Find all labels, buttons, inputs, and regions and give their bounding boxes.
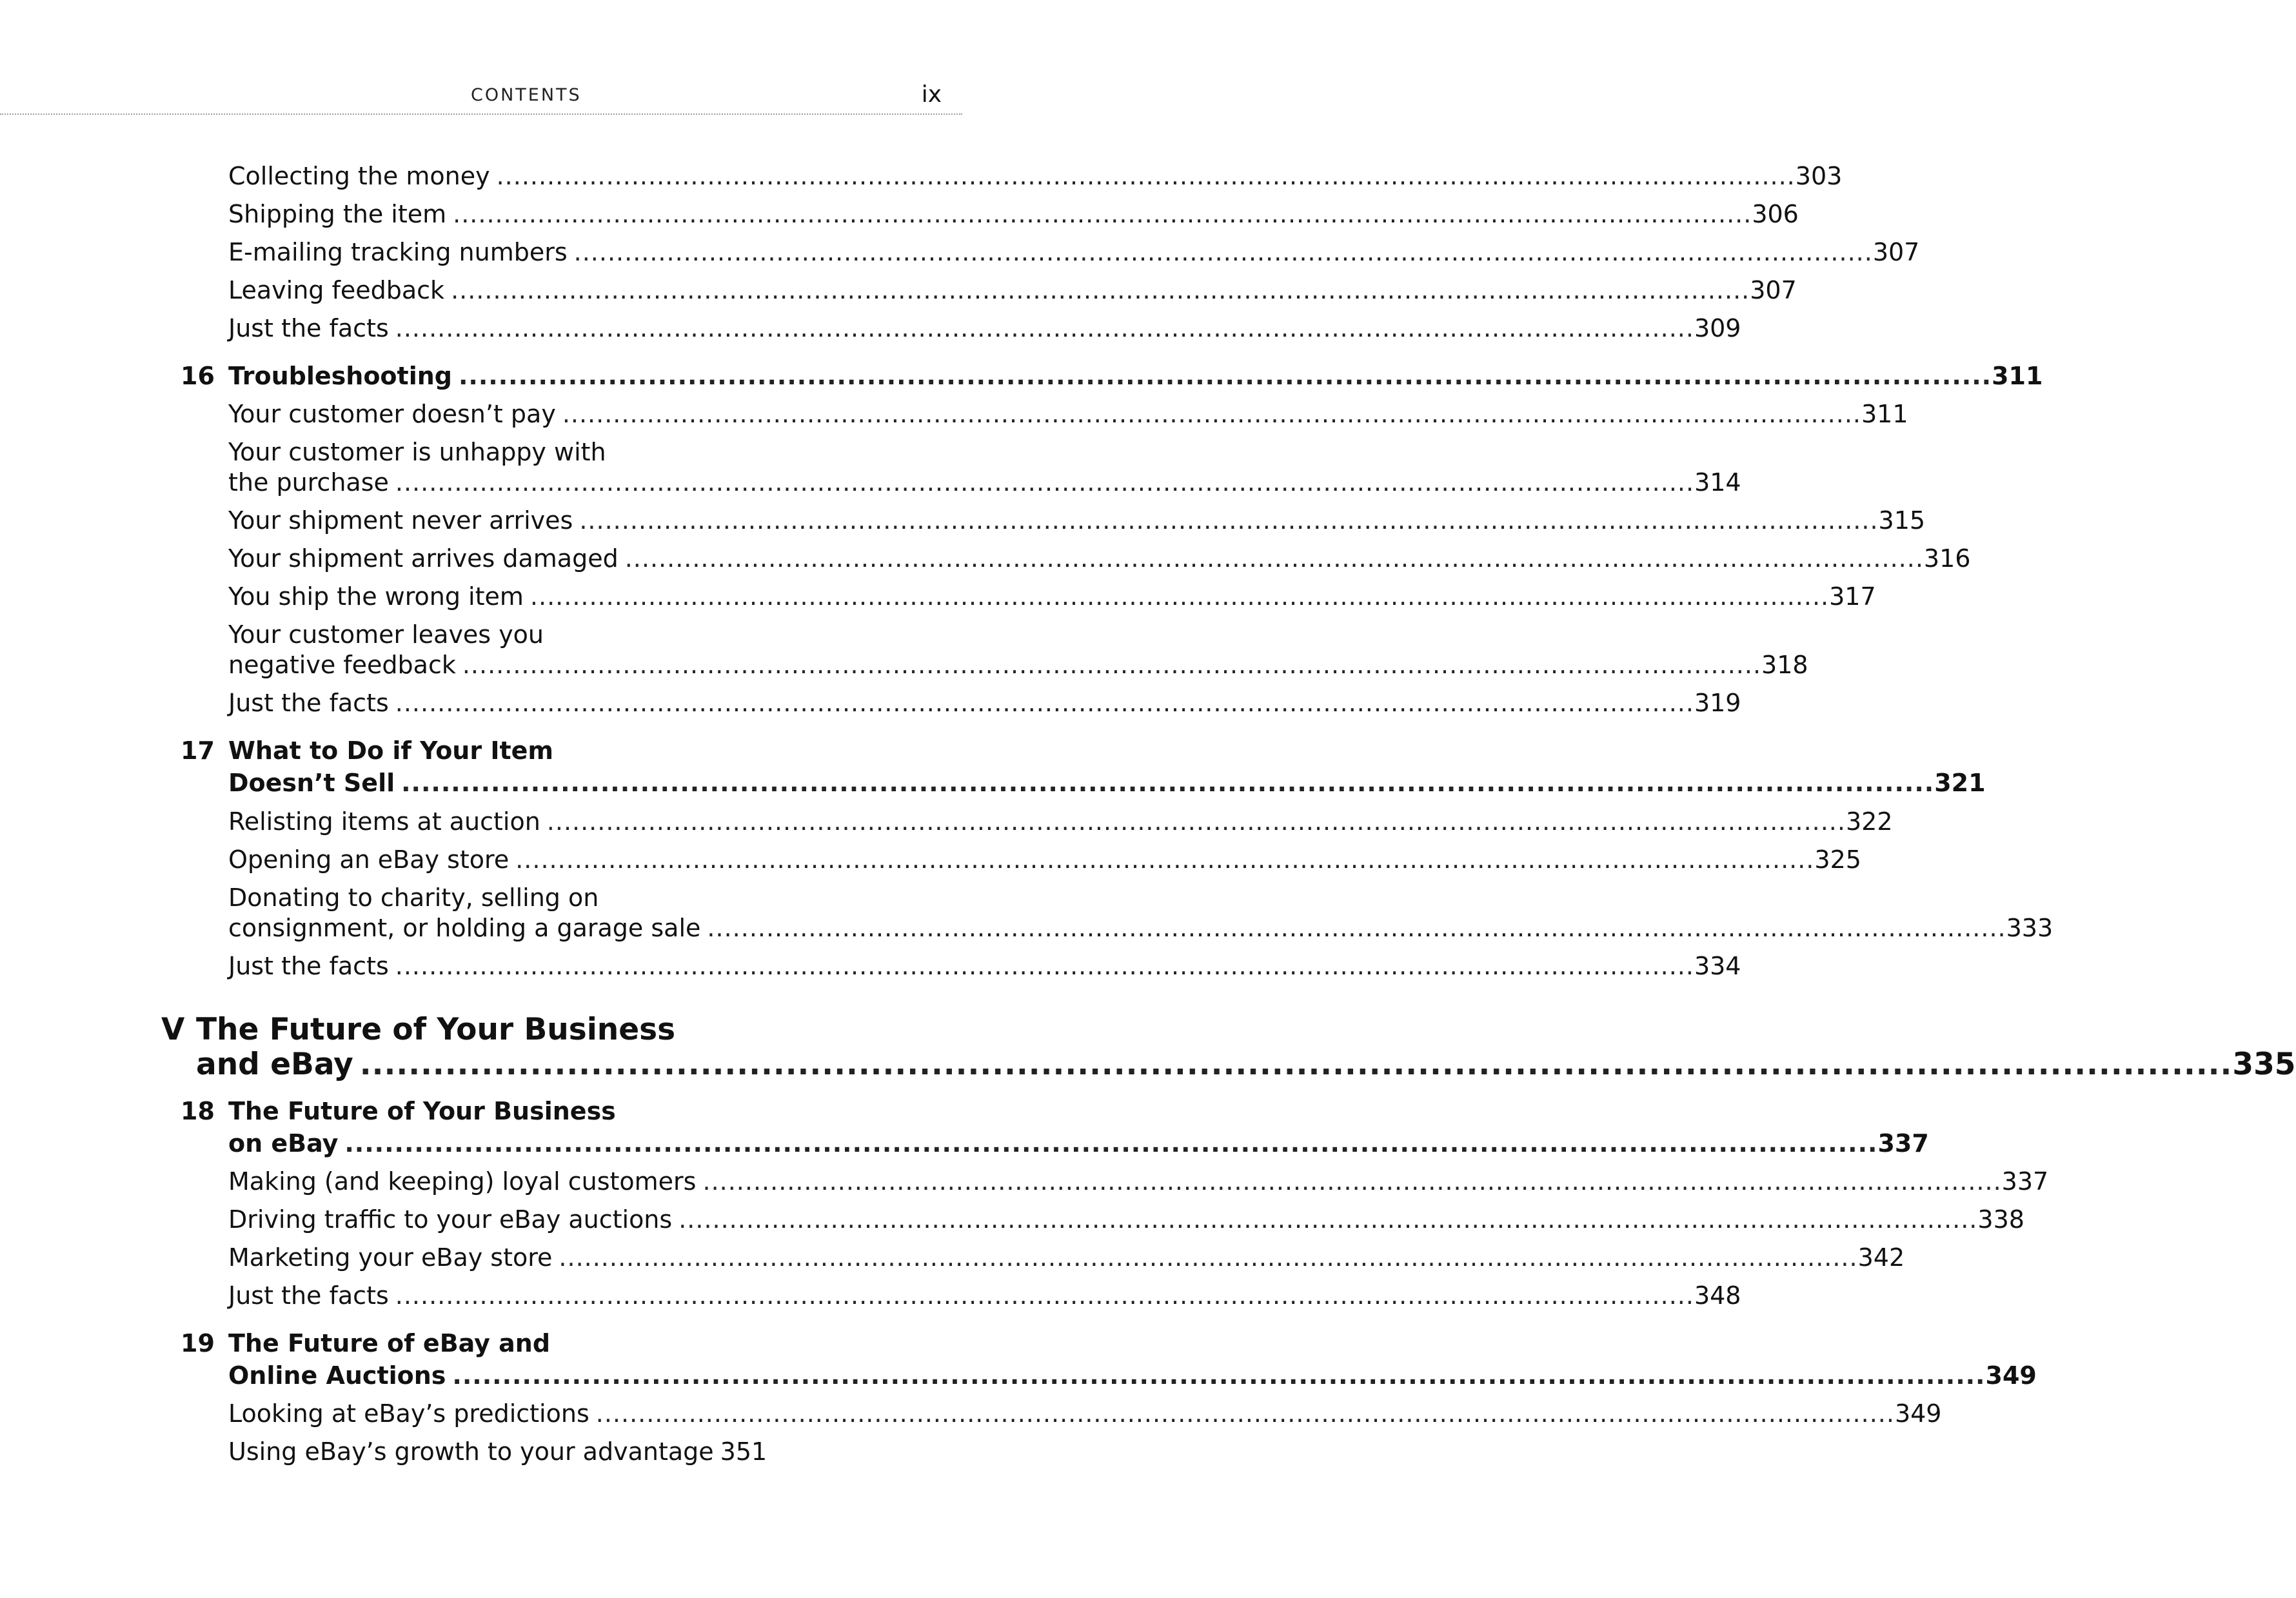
dot-leader: ..........................................................................................................................................................: [395, 952, 1694, 980]
page-number: ix: [921, 81, 942, 108]
chapter-number: 16: [181, 362, 215, 390]
toc-page-number: 322: [1845, 807, 1893, 836]
toc-section-entry: [228, 237, 1920, 268]
toc-entry-title: You ship the wrong item: [228, 582, 524, 611]
toc-entry-title: Driving traffic to your eBay auctions: [228, 1205, 673, 1234]
toc-page-number: 334: [1694, 952, 1741, 980]
toc-page-number: 311: [1861, 400, 1908, 428]
dot-leader: ..........................................................................................................................................................: [453, 200, 1752, 228]
toc-section-entry: [228, 199, 1799, 230]
toc-page-number: 325: [1814, 845, 1861, 874]
dot-leader: ..........................................................................................................................................................: [452, 1361, 1986, 1390]
chapter-title: Troubleshooting: [228, 362, 452, 390]
toc-page-number: 348: [1694, 1281, 1741, 1310]
toc-section-entry: [228, 1243, 1905, 1273]
dot-leader: ..........................................................................................................................................................: [546, 807, 1846, 836]
toc-entry-title: Your customer doesn’t pay: [228, 400, 556, 428]
toc-entry-title: Collecting the money: [228, 162, 490, 190]
toc-page-number: 321: [1934, 769, 1986, 797]
toc-page-number: 319: [1694, 689, 1741, 717]
chapter-number: 19: [181, 1329, 215, 1357]
toc-page-number: 307: [1750, 276, 1797, 304]
dot-leader: ..........................................................................................................................................................: [359, 1047, 2233, 1082]
toc-entry-title: negative feedback: [228, 651, 456, 679]
toc-page-number: 303: [1795, 162, 1843, 190]
dot-leader: ..........................................................................................................................................................: [395, 1281, 1694, 1310]
header-rule: [0, 113, 962, 115]
toc-section-entry: [228, 161, 1843, 192]
toc-section-entry: [228, 544, 1971, 574]
toc-section-entry: [228, 313, 1741, 344]
chapter-number: 18: [181, 1097, 215, 1125]
toc-section-entry: [228, 883, 2054, 943]
toc-entry-title-line1: Your customer is unhappy with: [228, 438, 606, 466]
dot-leader: ..........................................................................................................................................................: [562, 400, 1861, 428]
dot-leader: ..........................................................................................................................................................: [496, 162, 1796, 190]
toc-section-entry: [228, 620, 1808, 680]
chapter-title: Online Auctions: [228, 1361, 446, 1390]
toc-page-number: 351: [720, 1437, 767, 1466]
toc-entry-title: E-mailing tracking numbers: [228, 238, 568, 266]
toc-section-entry: [228, 399, 1908, 429]
toc-section-entry: [228, 845, 1861, 875]
toc-page-number: 309: [1694, 314, 1741, 342]
toc-section-entry: [228, 1167, 2049, 1197]
toc-section-entry: [228, 688, 1741, 718]
toc-page-number: 349: [1985, 1361, 2037, 1390]
toc-page-number: 349: [1894, 1399, 1942, 1428]
toc-entry-title: Your shipment never arrives: [228, 506, 573, 535]
toc-page-number: 307: [1872, 238, 1920, 266]
toc-entry-title: Shipping the item: [228, 200, 447, 228]
toc-entry-title: Leaving feedback: [228, 276, 445, 304]
toc-page-number: 316: [1923, 544, 1971, 573]
dot-leader: ..........................................................................................................................................................: [624, 544, 1924, 573]
toc-section-entry: [228, 275, 1797, 306]
toc-entry-title: consignment, or holding a garage sale: [228, 914, 701, 942]
running-head: [0, 81, 967, 115]
toc-entry-title: Marketing your eBay store: [228, 1243, 553, 1272]
toc-entry-title: Your shipment arrives damaged: [228, 544, 619, 573]
toc-page-number: 338: [1977, 1205, 2024, 1234]
toc-page-number: 335: [2232, 1047, 2296, 1082]
toc-entry-title-line1: Your customer leaves you: [228, 620, 544, 649]
part-number: V: [161, 1012, 185, 1047]
part-title-line1: The Future of Your Business: [196, 1012, 676, 1047]
toc-section-entry: [228, 1205, 2024, 1235]
dot-leader: ..........................................................................................................................................................: [595, 1399, 1895, 1428]
chapter-title: on eBay: [228, 1129, 339, 1158]
dot-leader: ..........................................................................................................................................................: [559, 1243, 1858, 1272]
toc-page-number: 306: [1752, 200, 1799, 228]
toc-section-entry: [228, 1281, 1741, 1311]
toc-page-number: 315: [1878, 506, 1926, 535]
toc-entry-title: Opening an eBay store: [228, 845, 510, 874]
dot-leader: ..........................................................................................................................................................: [395, 314, 1694, 342]
chapter-title-line1: What to Do if Your Item: [228, 736, 554, 765]
toc-entry-title: Making (and keeping) loyal customers: [228, 1167, 697, 1196]
dot-leader: ..........................................................................................................................................................: [458, 362, 1992, 390]
toc-section-entry: [228, 1399, 1942, 1429]
toc-page-number: 317: [1829, 582, 1876, 611]
toc-entry-title: Just the facts: [228, 689, 389, 717]
toc-entry-title: Just the facts: [228, 1281, 389, 1310]
toc-section-entry: [228, 582, 1876, 612]
chapter-title-line1: The Future of eBay and: [228, 1329, 551, 1357]
dot-leader: ..........................................................................................................................................................: [579, 506, 1879, 535]
dot-leader: ..........................................................................................................................................................: [678, 1205, 1978, 1234]
chapter-number: 17: [181, 736, 215, 765]
dot-leader: ..........................................................................................................................................................: [401, 769, 1935, 797]
dot-leader: ..........................................................................................................................................................: [395, 689, 1694, 717]
chapter-title: Doesn’t Sell: [228, 769, 395, 797]
toc-page-number: 318: [1761, 651, 1808, 679]
toc-entry-title-line1: Donating to charity, selling on: [228, 883, 599, 912]
toc-section-entry: [228, 807, 1893, 837]
toc-section-entry: [228, 437, 1741, 498]
toc-entry-title: Relisting items at auction: [228, 807, 540, 836]
dot-leader: ..........................................................................................................................................................: [707, 914, 2006, 942]
toc-page-number: 342: [1857, 1243, 1905, 1272]
part-title: and eBay: [196, 1047, 353, 1082]
toc-entry-title: Just the facts: [228, 952, 389, 980]
toc-page-number: 311: [1992, 362, 2043, 390]
dot-leader: ..........................................................................................................................................................: [529, 582, 1830, 611]
toc-section-entry: [228, 951, 1741, 981]
toc-page-number: 333: [2006, 914, 2054, 942]
toc-section-entry: [228, 1437, 767, 1467]
dot-leader: ..........................................................................................................................................................: [515, 845, 1815, 874]
dot-leader: ..........................................................................................................................................................: [573, 238, 1873, 266]
dot-leader: ..........................................................................................................................................................: [344, 1129, 1878, 1158]
toc-page-number: 337: [1877, 1129, 1929, 1158]
dot-leader: ..........................................................................................................................................................: [462, 651, 1762, 679]
toc-entry-title: Just the facts: [228, 314, 389, 342]
running-title: CONTENTS: [471, 85, 582, 105]
toc-entry-title: Using eBay’s growth to your advantage: [228, 1437, 714, 1466]
toc-page-number: 314: [1694, 468, 1741, 497]
toc-entry-title: the purchase: [228, 468, 389, 497]
chapter-title-line1: The Future of Your Business: [228, 1097, 616, 1125]
dot-leader: ..........................................................................................................................................................: [395, 468, 1695, 497]
dot-leader: ..........................................................................................................................................................: [451, 276, 1750, 304]
toc-section-entry: [228, 506, 1926, 536]
toc-entry-title: Looking at eBay’s predictions: [228, 1399, 589, 1428]
toc-page-number: 337: [2001, 1167, 2049, 1196]
dot-leader: ..........................................................................................................................................................: [702, 1167, 2002, 1196]
